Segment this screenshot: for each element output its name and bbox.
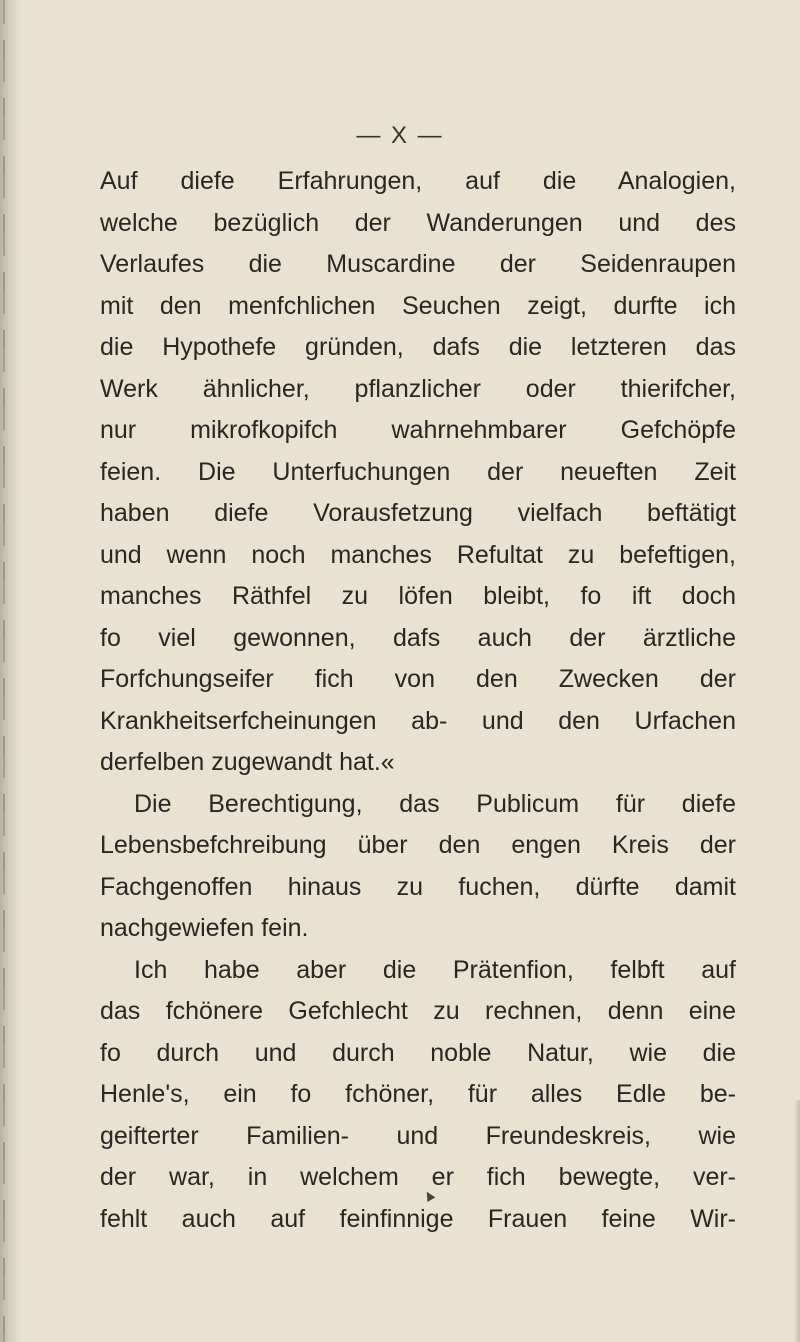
text-line: nachgewiefen fein. [100,914,309,942]
text-line: fo durch und durch noble Natur, wie die [100,1038,736,1067]
text-line: mit den menfchlichen Seuchen zeigt, durfte ich [100,291,736,320]
page-left-edge [0,0,22,1342]
body-text [100,161,736,1240]
text-line: Ich habe aber die Prätenfion, felbft auf [134,955,736,984]
page-number-header: — X — [356,122,444,149]
text-line: Fachgenoffen hinaus zu fuchen, dürfte damit [100,872,736,901]
text-line: welche bezüglich der Wanderungen und des [100,208,736,237]
text-line: geifterter Familien- und Freundeskreis, wie [100,1121,736,1150]
text-line: derfelben zugewandt hat.« [100,748,395,776]
text-line: Werk ähnlicher, pflanzlicher oder thierifcher, [100,374,736,403]
text-line: der war, in welchem er fich bewegte, ver- [100,1163,736,1191]
text-line: fo viel gewonnen, dafs auch der ärztliche [100,623,736,652]
page-right-edge [794,1100,800,1342]
text-line: Verlaufes die Muscardine der Seidenraupen [100,250,736,278]
text-line: Auf diefe Erfahrungen, auf die Analogien, [100,167,736,195]
text-line: das fchönere Gefchlecht zu rechnen, denn eine [100,997,736,1025]
text-line: Die Berechtigung, das Publicum für diefe [134,789,736,818]
text-line: Lebensbefchreibung über den engen Kreis der [100,831,736,859]
text-line: die Hypothefe gründen, dafs die letzteren das [100,333,736,361]
text-line: manches Räthfel zu löfen bleibt, fo ift doch [100,582,736,610]
text-line: nur mikrofkopifch wahrnehmbarer Gefchöpfe [100,416,736,444]
text-line: feien. Die Unterfuchungen der neueften Zeit [100,457,736,486]
text-line: Krankheitserfcheinungen ab- und den Urfachen [100,706,736,735]
text-line: haben diefe Vorausfetzung vielfach beftätigt [100,499,736,527]
ink-mark: ▲ [421,1186,437,1204]
text-line: fehlt auch auf feinfinnige Frauen feine Wir- [100,1204,736,1233]
text-line: Forfchungseifer fich von den Zwecken der [100,665,736,693]
text-line: Henle's, ein fo fchöner, für alles Edle be- [100,1080,736,1108]
text-line: und wenn noch manches Refultat zu befeftigen, [100,540,736,569]
